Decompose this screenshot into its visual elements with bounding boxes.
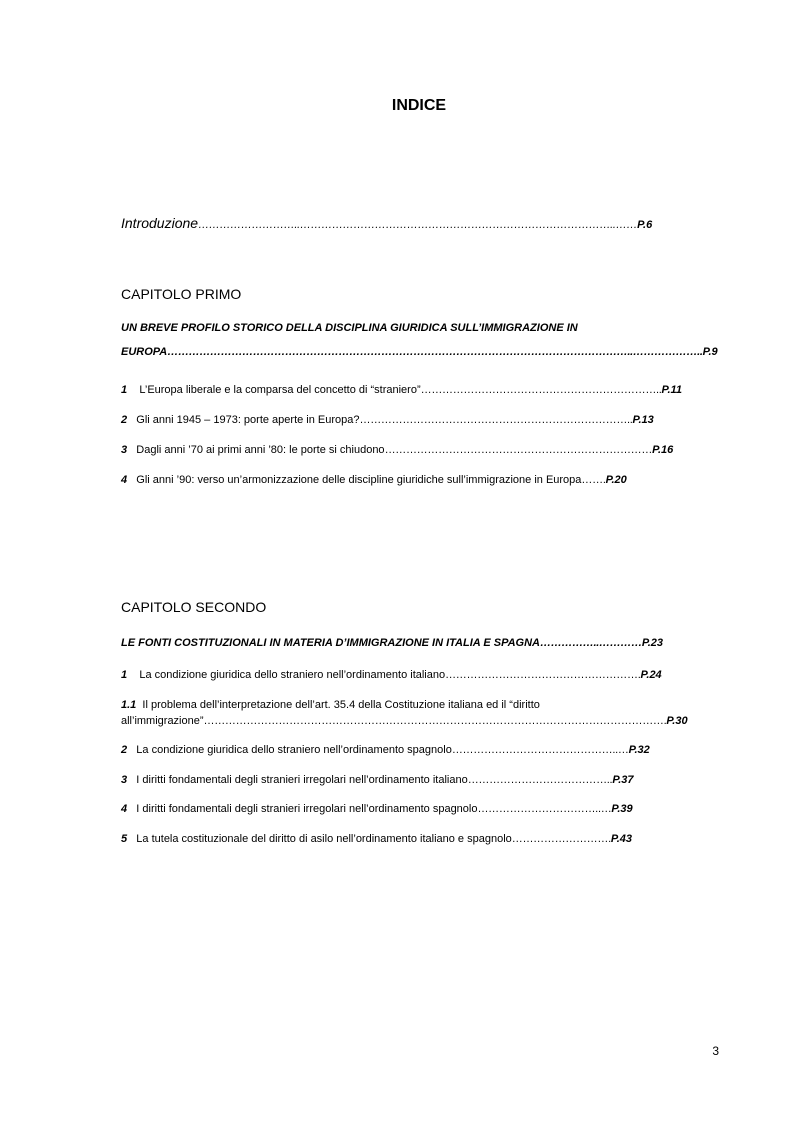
entry-number: 4 — [121, 803, 128, 815]
toc-entry-introduzione[interactable] — [121, 215, 652, 231]
entry-label: Dagli anni ’70 ai primi anni ’80: le porte si chiudono — [136, 444, 385, 456]
entry-page: P.13 — [632, 414, 654, 426]
entry-label: I diritti fondamentali degli stranieri irregolari nell’ordinamento italiano — [136, 774, 468, 786]
entry-label: Gli anni ’90: verso un’armonizzazione delle discipline giuridiche sull’immigrazione in Europa — [136, 474, 582, 486]
entry-label: Il problema dell’interpretazione dell’art. 35.4 della Costituzione italiana ed il “diritto — [142, 699, 540, 711]
entry-label: I diritti fondamentali degli stranieri irregolari nell’ordinamento spagnolo — [136, 803, 478, 815]
dot-leader: ……………..………… — [540, 637, 642, 649]
toc-entry[interactable] — [121, 414, 654, 426]
dot-leader: ………………………. — [511, 833, 611, 845]
dot-leader: ………………………………………..… — [451, 744, 629, 756]
entry-page: P.16 — [652, 444, 674, 456]
entry-page: P.39 — [611, 803, 633, 815]
entry-page: P.24 — [640, 669, 662, 681]
toc-entry[interactable] — [121, 384, 682, 396]
toc-entry[interactable] — [121, 474, 627, 486]
dot-leader: ………………………………………………………….. — [420, 384, 662, 396]
chapter-1-title-line2[interactable] — [121, 346, 718, 358]
entry-number: 1 — [121, 384, 128, 396]
dot-leader: ………………………………………………………………… — [384, 444, 653, 456]
toc-entry[interactable] — [121, 669, 662, 681]
entry-label: EUROPA — [121, 346, 168, 358]
entry-label: Introduzione — [121, 215, 199, 231]
entry-page: P.30 — [666, 715, 688, 727]
chapter-2-title[interactable] — [121, 637, 663, 649]
entry-number: 3 — [121, 444, 128, 456]
toc-subentry-line2[interactable] — [121, 715, 688, 727]
entry-label: all’immigrazione” — [121, 715, 204, 727]
dot-leader: …………………………………………………………………………………………………………………..……………….. — [167, 346, 703, 358]
entry-page: P.43 — [610, 833, 633, 845]
entry-label: L’Europa liberale e la comparsa del concetto di “straniero” — [139, 384, 421, 396]
entry-page: P.6 — [637, 219, 653, 231]
page-title: INDICE — [391, 97, 447, 114]
dot-leader: ………………………………………………. — [445, 669, 641, 681]
entry-page: P.11 — [661, 384, 682, 396]
entry-page: P.9 — [702, 346, 718, 358]
entry-number: 3 — [121, 774, 128, 786]
dot-leader: ………………………………….. — [467, 774, 613, 786]
toc-entry[interactable] — [121, 803, 633, 815]
entry-label: La tutela costituzionale del diritto di asilo nell’ordinamento italiano e spagnolo — [136, 833, 512, 845]
entry-label: La condizione giuridica dello straniero nell’ordinamento italiano — [139, 669, 446, 681]
entry-page: P.32 — [628, 744, 650, 756]
dot-leader: ………………………………………………………………….. — [359, 414, 633, 426]
entry-number: 4 — [121, 474, 128, 486]
toc-entry[interactable] — [121, 744, 650, 756]
dot-leader: ………………………..……………………………………………………………………………..…… — [198, 219, 638, 231]
chapter-2-heading: CAPITOLO SECONDO — [121, 599, 267, 615]
toc-entry[interactable] — [121, 774, 634, 786]
entry-label: Gli anni 1945 – 1973: porte aperte in Europa? — [136, 414, 360, 426]
entry-number: 5 — [121, 833, 128, 845]
entry-number: 1.1 — [121, 699, 137, 711]
dot-leader: ……………………………..… — [477, 803, 612, 815]
dot-leader: ……. — [581, 474, 606, 486]
entry-page: P.37 — [612, 774, 634, 786]
entry-page: P.20 — [605, 474, 627, 486]
dot-leader: …………………………………………………………………………………………………………………. — [203, 715, 667, 727]
entry-number: 2 — [121, 744, 128, 756]
chapter-1-title-line1[interactable]: UN BREVE PROFILO STORICO DELLA DISCIPLINA GIURIDICA SULL’IMMIGRAZIONE IN — [121, 322, 578, 334]
chapter-1-heading: CAPITOLO PRIMO — [121, 286, 242, 302]
entry-number: 1 — [121, 669, 128, 681]
entry-page: P.23 — [641, 637, 664, 649]
toc-entry[interactable] — [121, 833, 632, 845]
entry-label: La condizione giuridica dello straniero nell’ordinamento spagnolo — [136, 744, 452, 756]
entry-number: 2 — [121, 414, 128, 426]
toc-subentry-line1[interactable] — [121, 699, 540, 711]
entry-label: LE FONTI COSTITUZIONALI IN MATERIA D’IMMIGRAZIONE IN ITALIA E SPAGNA — [121, 637, 540, 649]
page-number: 3 — [712, 1044, 719, 1058]
toc-entry[interactable] — [121, 444, 673, 456]
